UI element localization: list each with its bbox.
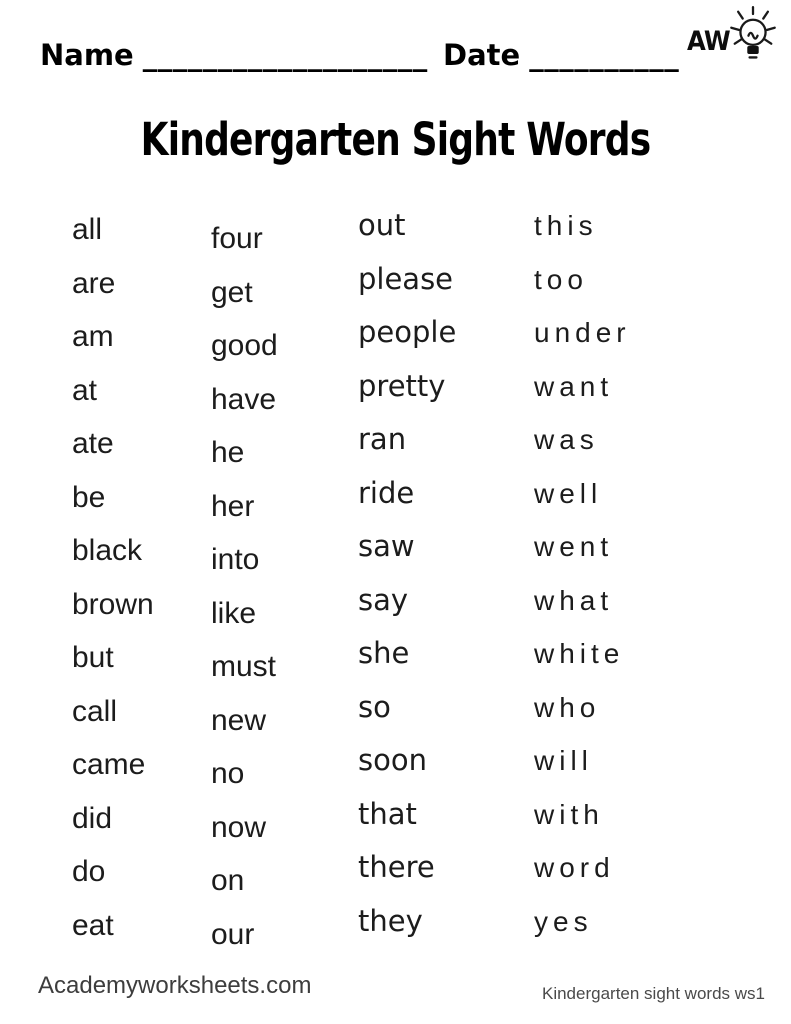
sight-word: eat [72,908,114,942]
sight-word: black [72,534,143,567]
name-label: Name [40,38,134,72]
name-write-line: ___________________ [142,38,428,72]
sight-word: ate [72,427,114,460]
word-column-2 [211,212,278,961]
sight-word: too [534,263,588,295]
sight-word: want [534,370,614,402]
sight-word: there [358,850,435,884]
sight-word: please [358,261,454,296]
sight-word: four [211,222,263,255]
sight-word: with [534,798,604,830]
sight-word: call [72,694,118,728]
word-column-1 [72,203,154,952]
sight-word: went [534,531,614,562]
date-label: Date [443,38,521,72]
lightbulb-icon [727,6,779,70]
sight-word: be [72,480,106,514]
sight-word: was [534,424,599,455]
word-column-4 [534,199,631,948]
sight-word: at [72,373,98,407]
date-field-group [443,38,679,72]
word-column-3 [358,199,456,948]
sight-word: get [211,275,253,309]
sight-word: so [358,689,391,724]
sight-word: on [211,864,245,897]
sight-word: have [211,382,277,416]
sight-word: good [211,329,278,362]
sight-word: new [211,703,267,737]
sight-word: soon [358,743,427,777]
sight-word: are [72,266,116,300]
sight-word: no [211,757,245,790]
sight-word: am [72,320,114,353]
footer-site-name: Academyworksheets.com [38,972,312,999]
sight-word: our [211,917,255,951]
sight-word: well [534,477,603,509]
aw-logo [681,6,781,70]
sight-word: this [534,210,598,241]
sight-word: that [358,796,417,831]
sight-word: now [211,810,267,844]
sight-word: her [211,489,255,523]
date-write-line: __________ [529,38,680,72]
sight-word: word [534,852,615,883]
sight-word: they [358,903,423,938]
sight-word: out [358,208,406,242]
sight-word: what [534,584,614,616]
sight-word: will [534,745,593,776]
footer-worksheet-id: Kindergarten sight words ws1 [541,984,765,1003]
name-field-group [40,38,428,72]
sight-word: she [358,636,410,670]
sight-word: like [211,596,257,630]
sight-word: he [211,436,245,469]
sight-word: came [72,748,146,781]
sight-word: who [534,691,601,723]
sight-word: all [72,213,103,246]
sight-word: brown [72,587,154,621]
sight-word: did [72,801,113,835]
page-title: Kindergarten Sight Words [140,113,651,166]
sight-word: yes [534,905,593,937]
sight-word: pretty [358,368,446,403]
sight-word: ran [358,422,407,456]
sight-word: do [72,855,106,888]
sight-word: white [534,638,625,669]
sight-word: under [534,317,631,348]
sight-word: saw [358,529,415,563]
sight-word: but [72,641,114,674]
sight-word: ride [358,475,415,510]
sight-word: people [358,315,457,349]
sight-word: say [358,582,409,617]
sight-word: into [211,543,260,576]
logo-text: AW [687,26,730,57]
sight-word: must [211,650,277,683]
